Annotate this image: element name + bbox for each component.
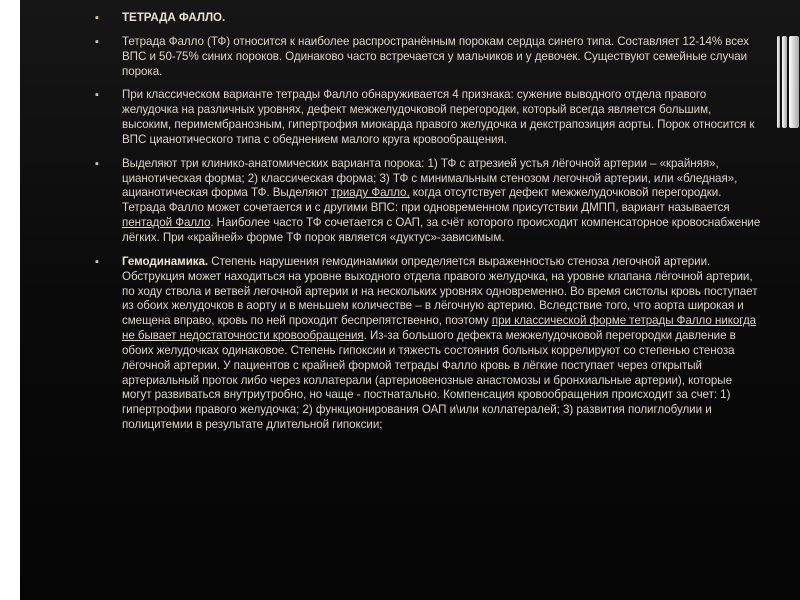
heading: ТЕТРАДА ФАЛЛО. [122, 11, 226, 24]
decorative-bars [777, 36, 800, 128]
list-item-classic-variant [95, 88, 762, 147]
paragraph-classic-variant: При классическом варианте тетрады Фалло обнаруживается 4 признака: сужение выводного отдела правого желудочка на различных уровнях, дефект межжелудочковой перегородки, который всегда является большим, высоким, перимембранозным, гипертрофия миокарда правого желудочка и декстрапозиция аорты. Порок относится к ВПС цианотического типа с обеднением малого круга кровообращения. [122, 88, 755, 146]
paragraph-variants-part2: когда отсутствует дефект межжелудочковой перегородки. Тетрада Фалло может сочетается и с другими ВПС: при одновременном присутствии ДМПП, вариант называется [122, 186, 730, 215]
link-pentada-fallo[interactable]: пентадой Фалло [122, 216, 211, 230]
list-item-variants [95, 156, 762, 246]
paragraph-definition: Тетрада Фалло (ТФ) относится к наиболее распространённым порокам сердца синего типа. Составляет 12-14% всех ВПС и 50-75% синих пороков. Одинаково часто встречается у мальчиков и у девочек. Существуют семейные случаи порока. [122, 34, 749, 78]
bullet-icon: ▪ [95, 89, 99, 102]
bullet-icon: ▪ [95, 12, 99, 24]
paragraph-hemodynamics-part1: Степень нарушения гемодинамики определяется выраженностью стеноза легочной артерии. Обструкция может находиться на уровне выходного отдела правого желудочка, на уровне клапана лёгочной артерии, по ходу ствола и ветвей легочной артерии и на нескольких уровнях одновременно. Во время систолы кровь поступает из обоих желудочков в аорту и в меньшем количестве – в лёгочную артерию. Вследствие того, что аорта широкая и смещена вправо, кровь по ней проходит беспрепятственно, поэтому [122, 254, 758, 328]
list-item-title [95, 11, 762, 26]
paragraph-hemodynamics-part2: . Из-за большого дефекта межжелудочковой перегородки давление в обоих желудочках одинаковое. Степень гипоксии и тяжесть состояния больных коррелируют со степенью стеноза лёгочной артерии. У пациентов с крайней формой тетрады Фалло кровь в лёгкие поступает через открытый артериальный проток либо через коллатерали (артериовенозные анастомозы и бронхиальные артерии), которые могут развиваться внутриутробно, но чаще - постнатально. Компенсация кровообращения происходит за счет: 1) гипертрофии правого желудочка; 2) функционирования ОАП и\или коллатералей; 3) развития полиглобулии и полицитемии в результате длительной гипоксии; [122, 329, 736, 432]
paragraph-variants-part3: . Наиболее часто ТФ сочетается с ОАП, за счёт которого происходит компенсаторное кровоснабжение лёгких. При «крайней» форме ТФ порок является «дуктус»-зависимым. [122, 216, 761, 244]
bullet-icon: ▪ [95, 157, 99, 170]
hemodynamics-label: Гемодинамика. [122, 254, 209, 268]
list-item-definition [95, 34, 762, 80]
bullet-icon: ▪ [95, 255, 99, 268]
link-triada-fallo[interactable]: триаду Фалло, [331, 186, 410, 200]
link-classic-form[interactable]: при классической форме тетрады Фалло никогда не бывает недостаточности кровообращения [122, 314, 757, 343]
slide-content [95, 11, 762, 442]
bullet-icon: ▪ [95, 35, 99, 48]
list-item-hemodynamics [95, 254, 762, 433]
paragraph-variants-part1: Выделяют три клинико-анатомических варианта порока: 1) ТФ с атрезией устья лёгочной артерии – «крайняя», цианотическая форма; 2) классическая форма; 3) ТФ с минимальным стенозом легочной артерии, или «бледная», ацианотическая форма ТФ. Выделяют [122, 156, 738, 200]
